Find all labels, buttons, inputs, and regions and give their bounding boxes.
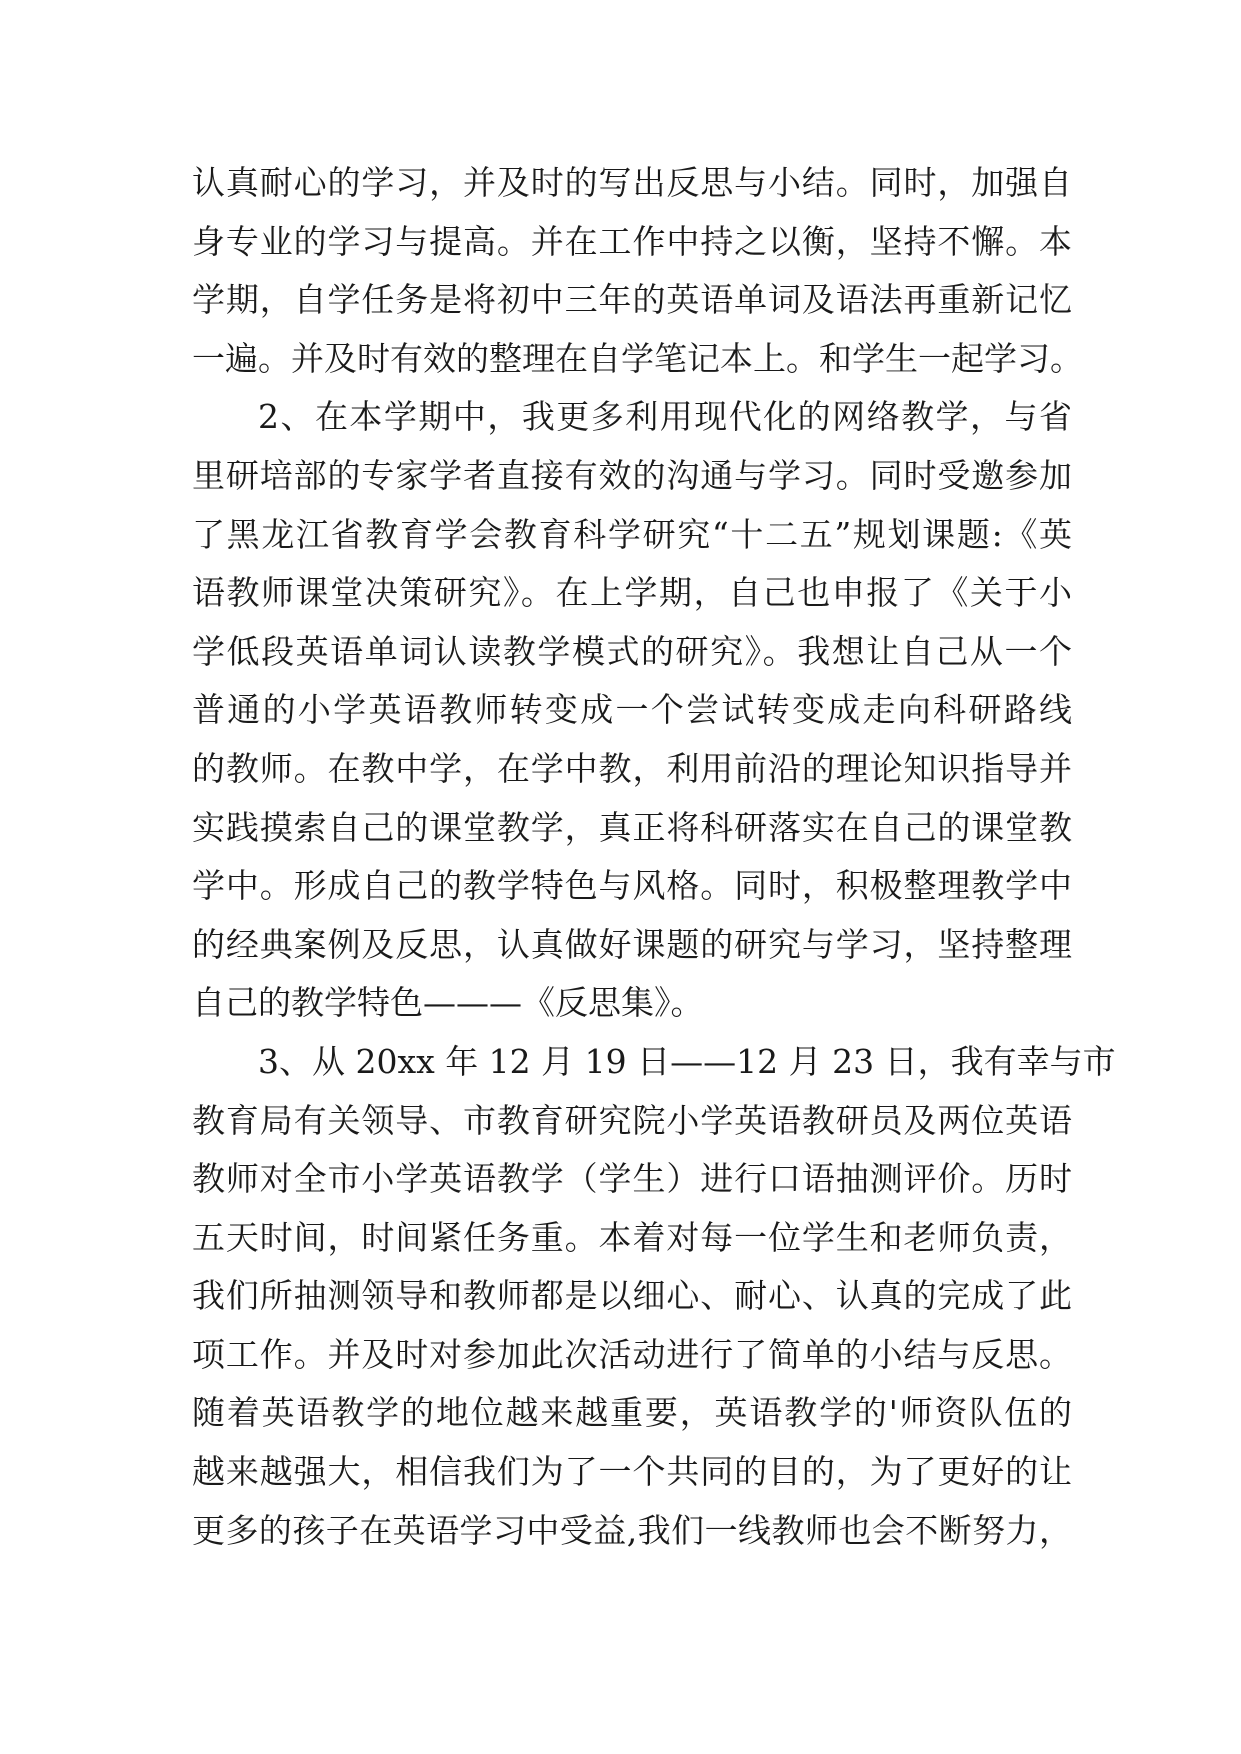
text-line: 自己的教学特色———《反思集》。 (192, 983, 704, 1023)
text-line: 语教师课堂决策研究》。在上学期，自己也申报了《关于小 (192, 573, 1072, 613)
text-line: 我们所抽测领导和教师都是以细心、耐心、认真的完成了此 (192, 1276, 1072, 1316)
text-line: 教师对全市小学英语教学（学生）进行口语抽测评价。历时 (192, 1159, 1072, 1199)
text-line: 的教师。在教中学，在学中教，利用前沿的理论知识指导并 (192, 748, 1072, 788)
text-line: 2、在本学期中，我更多利用现代化的网络教学，与省 (258, 397, 1072, 437)
body-text (192, 154, 1116, 1560)
text-line: 学期，自学任务是将初中三年的英语单词及语法再重新记忆 (192, 280, 1072, 320)
text-line: 随着英语教学的地位越来越重要，英语教学的'师资队伍的 (192, 1393, 1072, 1433)
text-line: 普通的小学英语教师转变成一个尝试转变成走向科研路线 (192, 690, 1072, 730)
text-line: 学中。形成自己的教学特色与风格。同时，积极整理教学中 (192, 866, 1072, 906)
text-line: 五天时间，时间紧任务重。本着对每一位学生和老师负责， (192, 1217, 1072, 1257)
text-line: 更多的孩子在英语学习中受益,我们一线教师也会不断努力， (192, 1510, 1072, 1550)
text-line: 学低段英语单词认读教学模式的研究》。我想让自己从一个 (192, 631, 1072, 671)
text-line: 了黑龙江省教育学会教育科学研究“十二五”规划课题:《英 (192, 514, 1072, 554)
text-line: 的经典案例及反思，认真做好课题的研究与学习，坚持整理 (192, 924, 1072, 964)
text-line: 身专业的学习与提高。并在工作中持之以衡，坚持不懈。本 (192, 221, 1072, 261)
text-line: 项工作。并及时对参加此次活动进行了简单的小结与反思。 (192, 1334, 1072, 1374)
text-line: 教育局有关领导、市教育研究院小学英语教研员及两位英语 (192, 1100, 1072, 1140)
text-line: 3、从 20xx 年 12 月 19 日——12 月 23 日，我有幸与市 (258, 1041, 1116, 1081)
text-line: 实践摸索自己的课堂教学，真正将科研落实在自己的课堂教 (192, 807, 1072, 847)
text-line: 认真耐心的学习，并及时的写出反思与小结。同时，加强自 (192, 163, 1072, 202)
text-line: 一遍。并及时有效的整理在自学笔记本上。和学生一起学习。 (192, 338, 1083, 378)
text-line: 里研培部的专家学者直接有效的沟通与学习。同时受邀参加 (192, 455, 1072, 495)
text-line: 越来越强大，相信我们为了一个共同的目的，为了更好的让 (192, 1452, 1072, 1492)
